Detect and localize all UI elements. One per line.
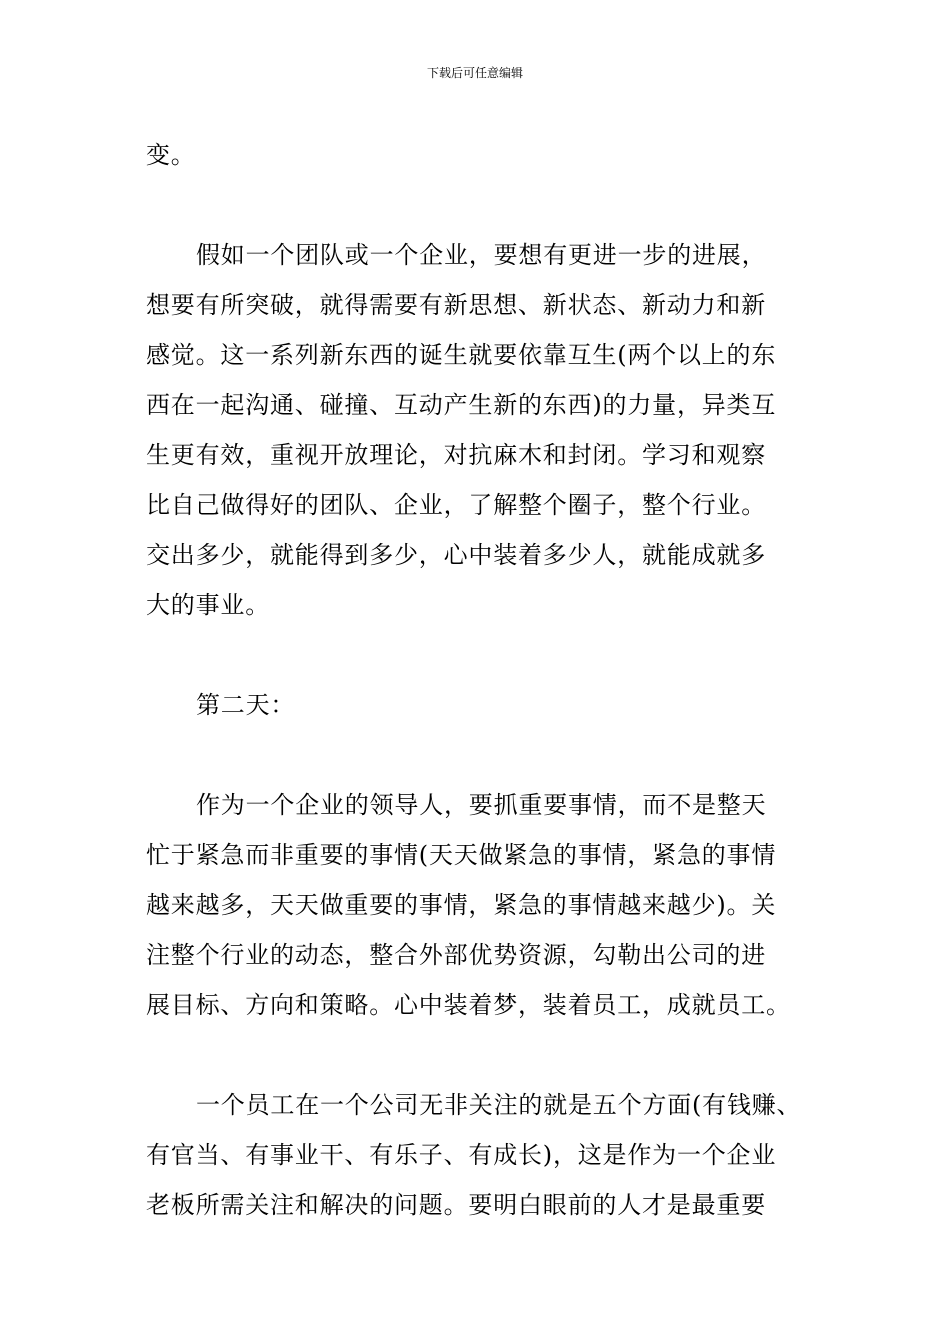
text-line: 老板所需关注和解决的问题。要明白眼前的人才是最重要 [146, 1191, 766, 1219]
document-body [146, 130, 818, 1230]
paragraph-5 [146, 1080, 818, 1230]
paragraph-1 [146, 130, 818, 180]
text-line: 假如一个团队或一个企业，要想有更进一步的进展， [196, 241, 767, 269]
text-line: 注整个行业的动态，整合外部优势资源，勾勒出公司的进 [146, 941, 766, 969]
paragraph-gap [146, 1030, 818, 1080]
paragraph-3 [146, 680, 818, 730]
text-line: 西在一起沟通、碰撞、互动产生新的东西)的力量，异类互 [146, 391, 777, 419]
text-line: 忙于紧急而非重要的事情(天天做紧急的事情，紧急的事情 [146, 841, 777, 869]
paragraph-2 [146, 230, 818, 630]
page-header: 下载后可任意编辑 [426, 66, 523, 80]
section-heading: 第二天： [196, 691, 296, 719]
paragraph-gap [146, 180, 818, 230]
text-line: 作为一个企业的领导人，要抓重要事情，而不是整天 [196, 791, 767, 819]
paragraph-gap [146, 630, 818, 680]
paragraph-gap [146, 730, 818, 780]
text-line: 越来越多，天天做重要的事情，紧急的事情越来越少)。关 [146, 891, 777, 919]
text-line: 展目标、方向和策略。心中装着梦，装着员工，成就员工。 [146, 991, 791, 1019]
text-line: 变。 [146, 141, 196, 169]
text-line: 大的事业。 [146, 591, 270, 619]
text-line: 生更有效，重视开放理论，对抗麻木和封闭。学习和观察 [146, 441, 766, 469]
text-line: 想要有所突破，就得需要有新思想、新状态、新动力和新 [146, 291, 766, 319]
text-line: 感觉。这一系列新东西的诞生就要依靠互生(两个以上的东 [146, 341, 777, 369]
text-line: 有官当、有事业干、有乐子、有成长)，这是作为一个企业 [146, 1141, 777, 1169]
text-line: 比自己做得好的团队、企业，了解整个圈子，整个行业。 [146, 491, 766, 519]
text-line: 交出多少，就能得到多少，心中装着多少人，就能成就多 [146, 541, 766, 569]
paragraph-4 [146, 780, 818, 1030]
text-line: 一个员工在一个公司无非关注的就是五个方面(有钱赚、 [196, 1091, 802, 1119]
